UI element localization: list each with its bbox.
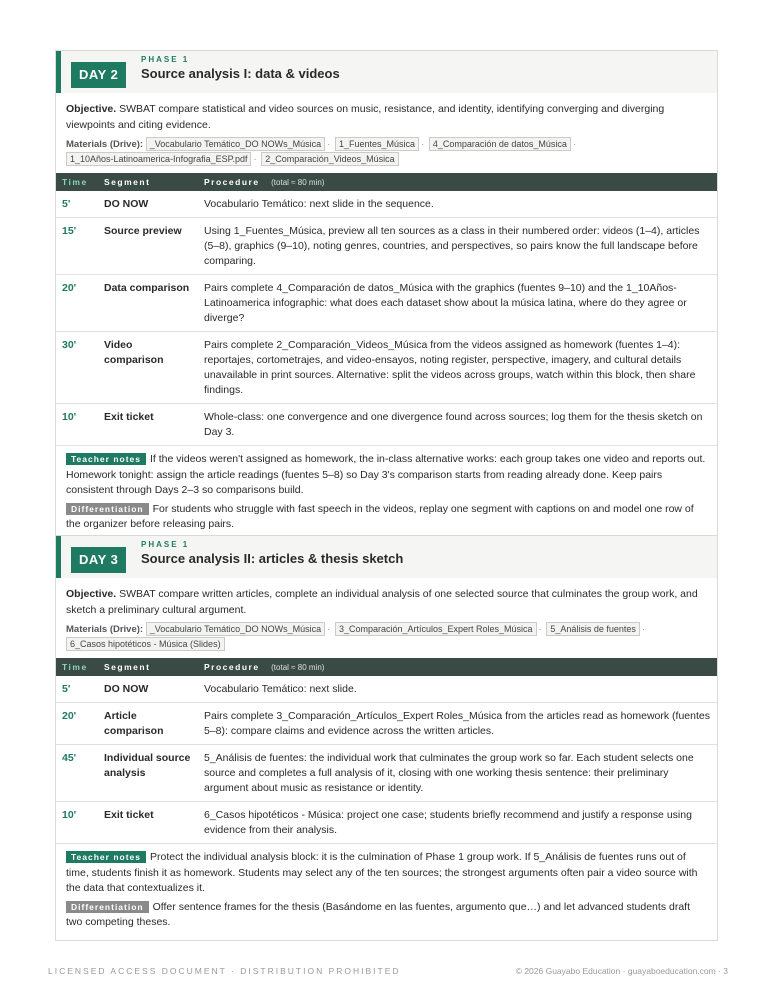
material-chip[interactable]: 1_Fuentes_Música [335, 137, 419, 151]
objective [56, 93, 717, 135]
table-header-row [56, 173, 717, 191]
material-chip[interactable]: 3_Comparación_Artículos_Expert Roles_Música [335, 622, 537, 636]
phase-label: PHASE 1 [141, 55, 190, 64]
row-procedure: Pairs complete 4_Comparación de datos_Música with the graphics (fuentes 9–10) and the 1_10Años-Latinoamerica infographic: what does each dataset show about la música latina, where do they agree or diverge? [198, 275, 717, 332]
table-row [56, 745, 717, 802]
row-segment: Exit ticket [98, 404, 198, 446]
row-segment: Source preview [98, 218, 198, 275]
material-chip[interactable]: _Vocabulario Temático_DO NOWs_Música [146, 622, 325, 636]
footer-copyright: © 2026 Guayabo Education · guayaboeducation.com · 3 [515, 966, 728, 976]
day-2-card [55, 50, 718, 543]
schedule-table [56, 658, 717, 844]
row-time: 20' [56, 275, 98, 332]
table-row [56, 802, 717, 844]
differentiation-text: Offer sentence frames for the thesis (Basándome en las fuentes, argumento que…) and let advanced students draft two competing theses. [66, 900, 690, 928]
row-segment: Article comparison [98, 703, 198, 745]
table-header-row [56, 658, 717, 676]
header-total: (total ≈ 80 min) [271, 178, 325, 187]
teacher-note-text: If the videos weren't assigned as homework, the in-class alternative works: each group takes one video and reports out. Homework tonight: assign the article readings (fuentes 5–8) so Day 3's comparison starts from reading already done. Keep pairs consistent through Days 2–3 so comparisons build. [66, 453, 706, 496]
day-header [56, 51, 717, 93]
row-procedure: Vocabulario Temático: next slide in the sequence. [198, 191, 717, 218]
material-chip[interactable]: 1_10Años-Latinoamerica-Infografia_ESP.pdf [66, 152, 251, 166]
row-time: 10' [56, 802, 98, 844]
teacher-notes-tag: Teacher notes [66, 851, 146, 863]
notes-section [56, 446, 717, 542]
material-chip[interactable]: _Vocabulario Temático_DO NOWs_Música [146, 137, 325, 151]
material-chip[interactable]: 4_Comparación de datos_Música [429, 137, 571, 151]
row-procedure: 5_Análisis de fuentes: the individual work that culminates the group work so far. Each student selects one source and completes a full analysis of it, closing with one working thesis sentence: their preliminary argument about music as resistance or identity. [198, 745, 717, 802]
row-time: 30' [56, 332, 98, 404]
differentiation-text: For students who struggle with fast speech in the videos, replay one segment with captions on and model one row of the organizer before releasing pairs. [66, 502, 694, 530]
schedule-table [56, 173, 717, 446]
material-chip[interactable]: 5_Análisis de fuentes [546, 622, 640, 636]
table-row [56, 332, 717, 404]
differentiation-note [66, 900, 707, 931]
objective-label: Objective. [66, 103, 117, 115]
row-segment: Data comparison [98, 275, 198, 332]
table-row [56, 703, 717, 745]
row-segment: Video comparison [98, 332, 198, 404]
header-procedure: Procedure (total ≈ 80 min) [204, 662, 325, 672]
row-segment: DO NOW [98, 676, 198, 703]
day-badge: DAY 3 [71, 547, 126, 573]
objective [56, 578, 717, 620]
header-time: Time [62, 662, 88, 672]
day-title: Source analysis II: articles & thesis sketch [141, 551, 404, 566]
row-procedure: 6_Casos hipotéticos - Música: project one case; students briefly recommend and justify a response using evidence from their analysis. [198, 802, 717, 844]
differentiation-note [66, 502, 707, 533]
row-procedure: Pairs complete 3_Comparación_Artículos_Expert Roles_Música from the articles read as homework (fuentes 5–8): compare claims and evidence across the written articles. [198, 703, 717, 745]
materials-label: Materials (Drive): [66, 139, 144, 150]
material-chip[interactable]: 2_Comparación_Videos_Música [261, 152, 398, 166]
materials-label: Materials (Drive): [66, 624, 144, 635]
row-procedure: Whole-class: one convergence and one divergence found across sources; log them for the thesis sketch on Day 3. [198, 404, 717, 446]
row-time: 5' [56, 191, 98, 218]
differentiation-tag: Differentiation [66, 503, 149, 515]
row-time: 5' [56, 676, 98, 703]
table-row [56, 275, 717, 332]
phase-label: PHASE 1 [141, 540, 190, 549]
teacher-note [66, 452, 707, 499]
day-header [56, 536, 717, 578]
row-time: 45' [56, 745, 98, 802]
teacher-notes-tag: Teacher notes [66, 453, 146, 465]
row-segment: DO NOW [98, 191, 198, 218]
row-time: 15' [56, 218, 98, 275]
header-total: (total ≈ 80 min) [271, 663, 325, 672]
objective-text: SWBAT compare written articles, complete an individual analysis of one selected source that culminates the group work, and sketch a preliminary cultural argument. [66, 588, 698, 616]
material-chip[interactable]: 6_Casos hipotéticos - Música (Slides) [66, 637, 225, 651]
teacher-note [66, 850, 707, 897]
table-row [56, 191, 717, 218]
notes-section [56, 844, 717, 940]
row-procedure: Using 1_Fuentes_Música, preview all ten sources as a class in their numbered order: videos (1–4), articles (5–8), graphics (9–10), noting genres, countries, and perspectives, so pairs know the full landscape before comparing. [198, 218, 717, 275]
header-time: Time [62, 177, 88, 187]
table-row [56, 404, 717, 446]
row-time: 10' [56, 404, 98, 446]
row-segment: Exit ticket [98, 802, 198, 844]
materials: Materials (Drive): _Vocabulario Temático_DO NOWs_Música · 3_Comparación_Artículos_Expert Roles_Música · 5_Análisis de fuentes · 6_Casos hipotéticos - Música (Slides) [66, 624, 646, 649]
row-segment: Individual source analysis [98, 745, 198, 802]
table-row [56, 676, 717, 703]
footer-license: LICENSED ACCESS DOCUMENT · DISTRIBUTION PROHIBITED [48, 966, 401, 976]
differentiation-tag: Differentiation [66, 901, 149, 913]
header-segment: Segment [104, 177, 151, 187]
day-title: Source analysis I: data & videos [141, 66, 340, 81]
table-row [56, 218, 717, 275]
objective-text: SWBAT compare statistical and video sources on music, resistance, and identity, identifying converging and diverging viewpoints and citing evidence. [66, 103, 665, 131]
row-procedure: Pairs complete 2_Comparación_Videos_Música from the videos assigned as homework (fuentes 1–4): reportajes, cortometrajes, and video-ensayos, noting register, perspective, imagery, and cultural details unavailable in print sources. Alternative: split the videos across groups, watch within this block, then share findings. [198, 332, 717, 404]
header-procedure: Procedure (total ≈ 80 min) [204, 177, 325, 187]
header-segment: Segment [104, 662, 151, 672]
row-procedure: Vocabulario Temático: next slide. [198, 676, 717, 703]
row-time: 20' [56, 703, 98, 745]
day-3-card [55, 535, 718, 941]
day-badge: DAY 2 [71, 62, 126, 88]
objective-label: Objective. [66, 588, 117, 600]
materials: Materials (Drive): _Vocabulario Temático_DO NOWs_Música · 1_Fuentes_Música · 4_Comparación de datos_Música · 1_10Años-Latinoamerica-Infografia_ESP.pdf · 2_Comparación_Videos_Música [66, 139, 577, 165]
teacher-note-text: Protect the individual analysis block: it is the culmination of Phase 1 group work. If 5_Análisis de fuentes runs out of time, students finish it as homework. Students may select any of the ten sources; the strongest arguments often pair a video source with the data that contextualizes it. [66, 851, 698, 894]
